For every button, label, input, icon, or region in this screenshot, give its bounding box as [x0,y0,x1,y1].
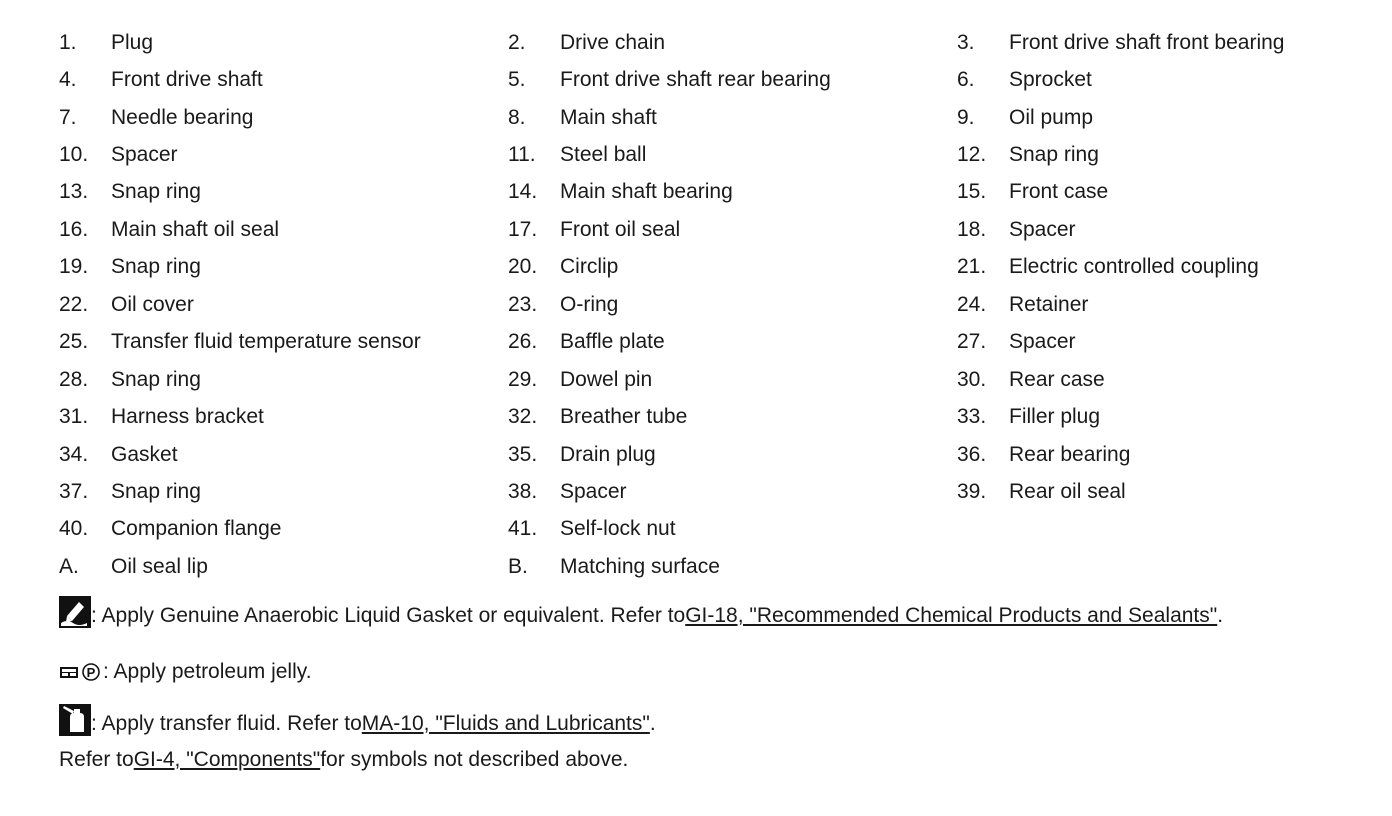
part-label: Gasket [111,442,178,466]
petroleum-jelly-icon [59,662,103,682]
part-item [508,443,957,467]
part-item [59,143,508,167]
part-label: Circlip [560,255,619,279]
part-number: 11. [508,143,536,167]
part-number: 41. [508,517,538,541]
ma-10-link[interactable]: MA-10, "Fluids and Lubricants" [361,712,650,735]
part-number: 3. [957,30,975,54]
part-number: 33. [957,405,987,429]
part-label: Breather tube [560,405,688,429]
note-transfer-fluid [59,704,656,736]
liquid-gasket-icon [59,596,91,628]
part-item [957,368,1357,392]
part-item [508,31,957,55]
gi-4-link[interactable]: GI-4, "Components" [133,748,321,771]
part-item [508,68,957,92]
parts-row [59,61,1359,98]
part-item [957,480,1357,504]
part-number: 23. [508,292,538,316]
part-label: Snap ring [111,367,201,391]
parts-row [59,511,1359,548]
part-label: Rear bearing [1009,442,1131,466]
part-label: Matching surface [560,554,720,578]
part-item [59,368,508,392]
part-label: Electric controlled coupling [1009,255,1259,279]
parts-row [59,99,1359,136]
part-label: Plug [111,30,154,54]
parts-row [59,174,1359,211]
part-number: 5. [508,68,526,92]
part-number: 18. [957,217,987,241]
part-number: 1. [59,30,77,54]
part-item [59,293,508,317]
part-number: 26. [508,330,538,354]
part-number: 35. [508,442,538,466]
part-number: 37. [59,479,89,503]
part-number: 2. [508,30,526,54]
part-number: 25. [59,330,89,354]
part-number: 7. [59,105,77,129]
part-number: 19. [59,255,89,279]
part-number: 6. [957,68,975,92]
part-item [957,31,1357,55]
part-number: 15. [957,180,987,204]
part-item [957,405,1357,429]
part-number: 30. [957,367,987,391]
note-liquid-gasket-suffix: . [1217,604,1224,627]
part-item [59,405,508,429]
part-number: 21. [957,255,987,279]
part-number: 29. [508,367,538,391]
part-item [59,31,508,55]
part-item [508,368,957,392]
part-item [508,555,957,579]
note-transfer-fluid-suffix: . [649,712,656,735]
part-number: 38. [508,479,538,503]
part-number: 22. [59,292,89,316]
part-item [957,330,1357,354]
note-liquid-gasket-text: : Apply Genuine Anaerobic Liquid Gasket or equivalent. Refer to [91,604,686,627]
part-label: Rear case [1009,367,1105,391]
part-number: B. [508,554,528,578]
part-item [508,405,957,429]
part-item [957,143,1357,167]
part-item [59,180,508,204]
part-number: 16. [59,217,89,241]
part-item [59,517,508,541]
parts-row [59,24,1359,61]
part-number: 13. [59,180,89,204]
part-label: Drain plug [560,442,656,466]
part-number: 34. [59,442,89,466]
part-item [59,555,508,579]
parts-row [59,361,1359,398]
part-label: Sprocket [1009,68,1092,92]
part-number: 12. [957,143,987,167]
part-item [957,68,1357,92]
part-number: 40. [59,517,89,541]
part-label: Front oil seal [560,217,681,241]
part-number: 9. [957,105,975,129]
gi-18-link[interactable]: GI-18, "Recommended Chemical Products and Sealants" [685,604,1218,627]
part-label: Companion flange [111,517,282,541]
part-label: Spacer [1009,330,1076,354]
part-label: Filler plug [1009,405,1101,429]
part-item [59,106,508,130]
part-item [957,293,1357,317]
part-item [508,106,957,130]
parts-row [59,473,1359,510]
part-item [59,443,508,467]
part-label: Steel ball [560,143,647,167]
part-label: Front drive shaft [111,68,263,92]
part-item [957,255,1357,279]
part-number: 17. [508,217,538,241]
part-label: Drive chain [560,30,666,54]
part-number: 39. [957,479,987,503]
part-label: Spacer [560,479,627,503]
part-number: 4. [59,68,77,92]
part-label: Front case [1009,180,1109,204]
parts-legend [59,24,1359,586]
part-label: Self-lock nut [560,517,676,541]
parts-row [59,324,1359,361]
part-label: O-ring [560,292,619,316]
part-label: Spacer [111,143,178,167]
note-petroleum-jelly-text: : Apply petroleum jelly. [103,660,312,683]
part-item [957,443,1357,467]
parts-row [59,249,1359,286]
part-number: 24. [957,292,987,316]
svg-text:P: P [86,665,96,680]
part-label: Main shaft oil seal [111,217,280,241]
part-item [59,330,508,354]
part-number: 32. [508,405,538,429]
part-number: 20. [508,255,538,279]
part-number: 27. [957,330,987,354]
parts-row [59,398,1359,435]
parts-row [59,286,1359,323]
part-label: Spacer [1009,217,1076,241]
part-item [508,255,957,279]
part-number: 14. [508,180,538,204]
note-refer-text: for symbols not described above. [320,748,629,771]
part-label: Snap ring [111,255,201,279]
note-refer-prefix: Refer to [59,748,134,771]
part-label: Transfer fluid temperature sensor [111,330,421,354]
part-number: 31. [59,405,89,429]
part-label: Harness bracket [111,405,264,429]
part-item [957,180,1357,204]
transfer-fluid-icon [59,704,91,736]
parts-row [59,436,1359,473]
note-transfer-fluid-text: : Apply transfer fluid. Refer to [91,712,362,735]
part-label: Snap ring [111,180,201,204]
part-number: 8. [508,105,526,129]
part-label: Oil cover [111,292,194,316]
part-item [59,480,508,504]
part-label: Snap ring [111,479,201,503]
part-item [508,480,957,504]
parts-row [59,211,1359,248]
note-refer-components [59,748,628,772]
part-number: A. [59,554,79,578]
part-number: 28. [59,367,89,391]
part-item [508,330,957,354]
part-label: Retainer [1009,292,1089,316]
part-label: Front drive shaft front bearing [1009,30,1285,54]
note-liquid-gasket [59,596,1223,628]
part-label: Needle bearing [111,105,254,129]
part-item [508,218,957,242]
part-item [508,293,957,317]
part-item [508,143,957,167]
part-label: Rear oil seal [1009,479,1126,503]
parts-row [59,136,1359,173]
part-number: 36. [957,442,987,466]
part-item [59,68,508,92]
part-label: Front drive shaft rear bearing [560,68,831,92]
part-item [957,218,1357,242]
part-label: Oil pump [1009,105,1094,129]
part-label: Baffle plate [560,330,665,354]
part-item [59,255,508,279]
parts-row [59,548,1359,585]
part-item [957,106,1357,130]
part-item [508,517,957,541]
part-label: Dowel pin [560,367,653,391]
part-label: Main shaft bearing [560,180,733,204]
part-label: Oil seal lip [111,554,208,578]
part-number: 10. [59,143,89,167]
note-petroleum-jelly [59,660,312,684]
part-item [59,218,508,242]
part-item [508,180,957,204]
part-label: Main shaft [560,105,657,129]
part-label: Snap ring [1009,143,1099,167]
